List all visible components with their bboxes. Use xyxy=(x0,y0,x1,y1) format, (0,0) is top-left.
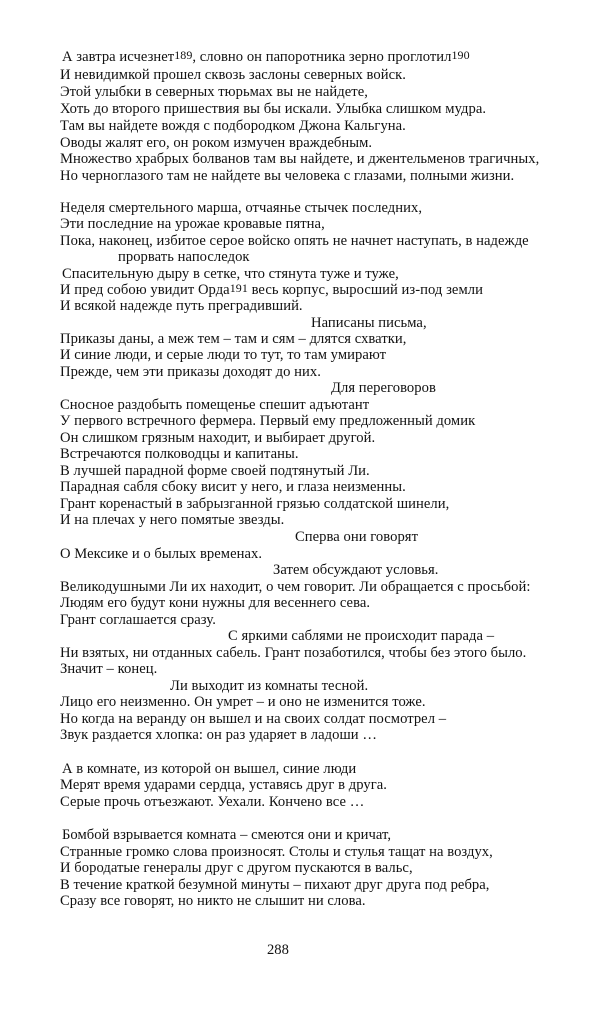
poem-line: Встречаются полководцы и капитаны. xyxy=(60,446,299,462)
line-text: А завтра исчезнет xyxy=(62,49,175,65)
poem-line: Ни взятых, ни отданных сабель. Грант позаботился, чтобы без этого было. xyxy=(60,645,527,661)
poem-line: Сносное раздобыть помещенье спешит адъютант xyxy=(60,397,370,413)
poem-line-continuation: прорвать напоследок xyxy=(118,249,250,265)
poem-line: Спасительную дыру в сетке, что стянута туже и туже, xyxy=(62,266,399,282)
poem-line: Серые прочь отъезжают. Уехали. Кончено все … xyxy=(60,794,365,810)
poem-line: Странные громко слова произносят. Столы и стулья тащат на воздух, xyxy=(60,844,493,860)
poem-line: Приказы даны, а меж тем – там и сям – длятся схватки, xyxy=(60,331,407,347)
poem-line: Мерят время ударами сердца, уставясь друг в друга. xyxy=(60,777,387,793)
poem-line: Неделя смертельного марша, отчаянье стычек последних, xyxy=(60,200,423,216)
poem-line: Он слишком грязным находит, и выбирает другой. xyxy=(60,430,376,446)
poem-line: В течение краткой безумной минуты – пихают друг друга под ребра, xyxy=(60,877,490,893)
line-text: , словно он папоротника зерно проглотил xyxy=(192,49,452,65)
poem-line-indented: Для переговоров xyxy=(331,380,436,396)
poem-line: У первого встречного фермера. Первый ему предложенный домик xyxy=(60,413,476,429)
poem-line: Оводы жалят его, он роком измучен враждебным. xyxy=(60,135,373,151)
footnote-ref: 189 xyxy=(174,48,193,62)
poem-line: Сразу все говорят, но никто не слышит ни слова. xyxy=(60,893,366,909)
poem-line: Значит – конец. xyxy=(60,661,158,677)
poem-line: О Мексике и о былых временах. xyxy=(60,546,263,562)
poem-line: Грант соглашается сразу. xyxy=(60,612,216,628)
poem-line: И синие люди, и серые люди то тут, то там умирают xyxy=(60,347,387,363)
poem-line: В лучшей парадной форме своей подтянутый Ли. xyxy=(60,463,370,479)
line-text: весь корпус, выросший из-под земли xyxy=(247,282,483,298)
poem-line: Грант коренастый в забрызганной грязью солдатской шинели, xyxy=(60,496,450,512)
poem-line: А в комнате, из которой он вышел, синие люди xyxy=(62,761,357,777)
poem-line: И бородатые генералы друг с другом пускаются в вальс, xyxy=(60,860,413,876)
footnote-ref: 191 xyxy=(229,281,248,295)
poem-line-indented: Сперва они говорят xyxy=(295,529,419,545)
poem-line: И всякой надежде путь преградивший. xyxy=(60,298,303,314)
poem-line: Но черноглазого там не найдете вы человека с глазами, полными жизни. xyxy=(60,168,515,184)
poem-line: Хоть до второго пришествия вы бы искали. Улыбка слишком мудра. xyxy=(60,101,487,117)
poem-line-indented: Написаны письма, xyxy=(311,315,427,331)
poem-line: Звук раздается хлопка: он раз ударяет в ладоши … xyxy=(60,727,377,743)
poem-line: Прежде, чем эти приказы доходят до них. xyxy=(60,364,321,380)
poem-line-indented: Затем обсуждают условья. xyxy=(273,562,439,578)
poem-line xyxy=(60,282,483,299)
poem-line xyxy=(62,49,470,66)
poem-line: Этой улыбки в северных тюрьмах вы не найдете, xyxy=(60,84,368,100)
poem-line: Бомбой взрывается комната – смеются они и кричат, xyxy=(62,827,392,843)
page-number: 288 xyxy=(267,942,289,958)
poem-line: И на плечах у него помятые звезды. xyxy=(60,512,285,528)
poem-line: Но когда на веранду он вышел и на своих солдат посмотрел – xyxy=(60,711,447,727)
poem-line-indented: С яркими саблями не происходит парада – xyxy=(228,628,495,644)
poem-line: Там вы найдете вождя с подбородком Джона Кальгуна. xyxy=(60,118,406,134)
poem-line-indented: Ли выходит из комнаты тесной. xyxy=(170,678,369,694)
poem-line: Лицо его неизменно. Он умрет – и оно не изменится тоже. xyxy=(60,694,426,710)
poem-line: Людям его будут кони нужны для весеннего сева. xyxy=(60,595,371,611)
footnote-ref: 190 xyxy=(451,48,470,62)
poem-line: И невидимкой прошел сквозь заслоны северных войск. xyxy=(60,67,406,83)
poem-line: Эти последние на урожае кровавые пятна, xyxy=(60,216,325,232)
line-text: И пред собою увидит Орда xyxy=(60,282,230,298)
poem-line: Парадная сабля сбоку висит у него, и глаза неизменны. xyxy=(60,479,406,495)
poem-line: Множество храбрых болванов там вы найдете, и джентельменов трагичных, xyxy=(60,151,540,167)
poem-line: Пока, наконец, избитое серое войско опять не начнет наступать, в надежде xyxy=(60,233,529,249)
poem-line: Великодушными Ли их находит, о чем говорит. Ли обращается с просьбой: xyxy=(60,579,531,595)
